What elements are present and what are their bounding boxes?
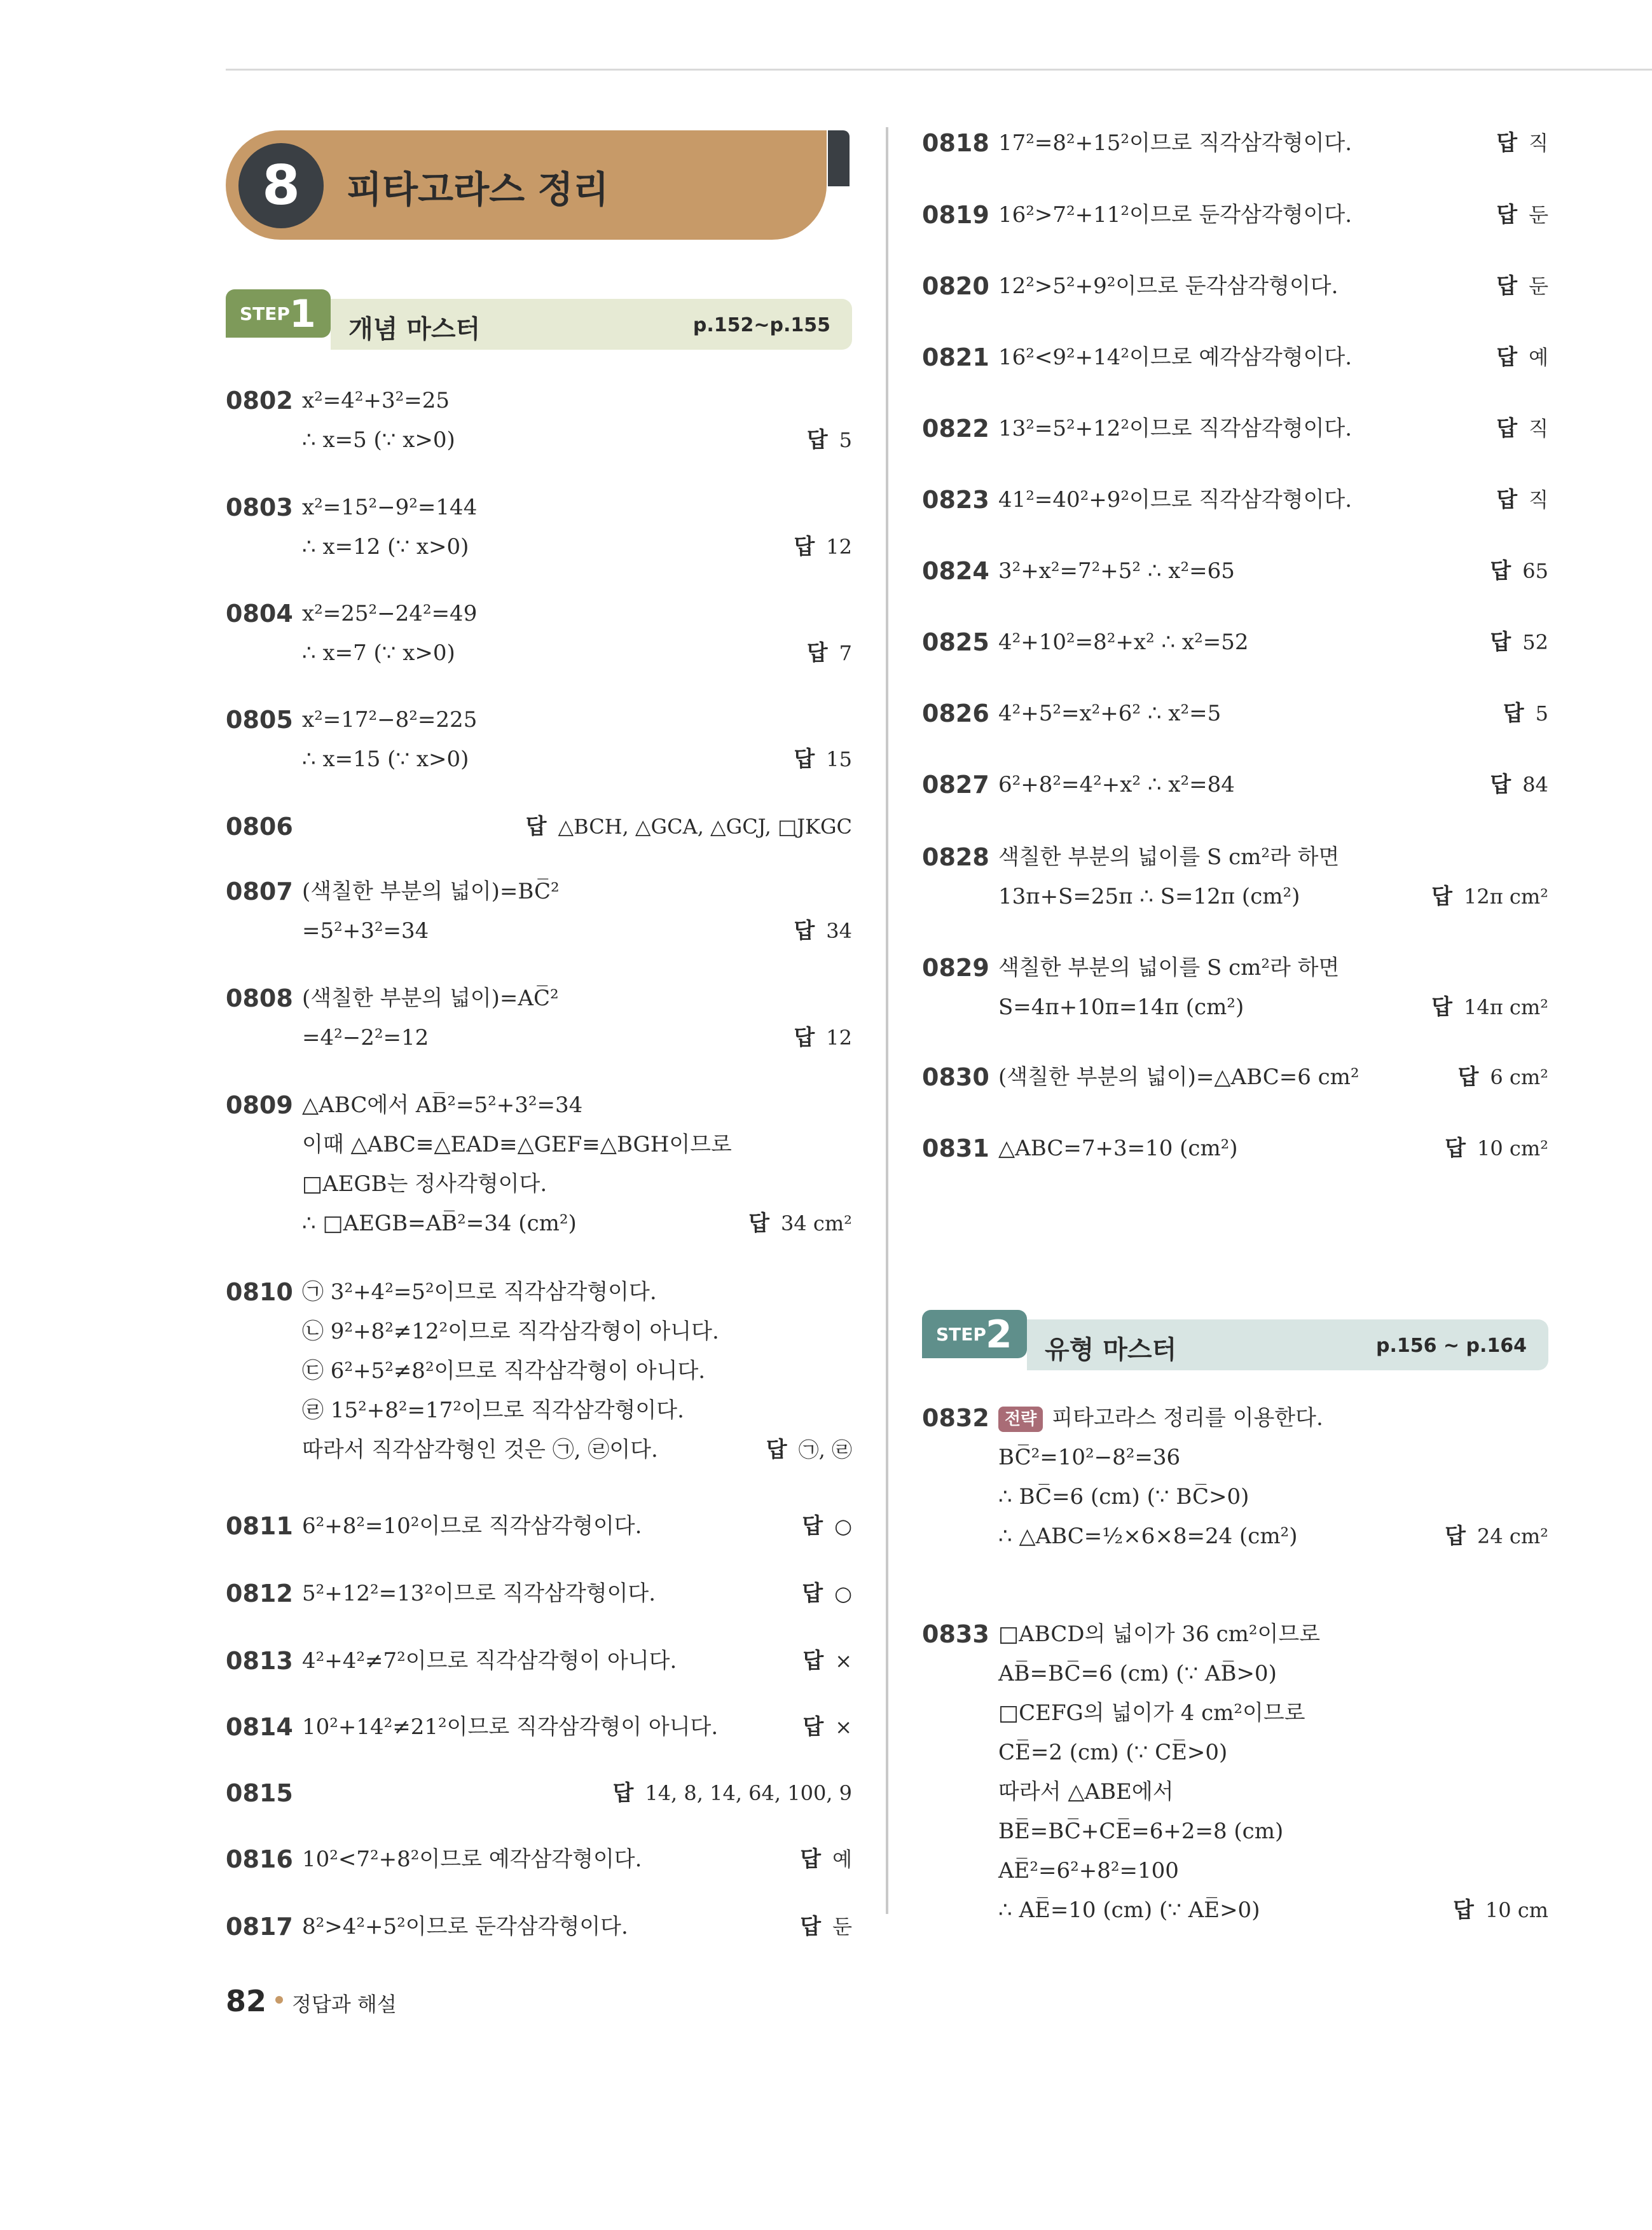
problem-row bbox=[922, 766, 1548, 804]
problem-row bbox=[922, 338, 1548, 376]
problem-number: 0828 bbox=[922, 843, 989, 871]
answer bbox=[1490, 552, 1548, 590]
problem-text: △ABC에서 AB̅²=5²+3²=34 bbox=[302, 1092, 583, 1118]
problem-text: ∴ x=15 (∵ x>0) bbox=[302, 747, 469, 772]
problem-row bbox=[226, 382, 852, 420]
step2-bar bbox=[1027, 1319, 1548, 1370]
problem-row bbox=[922, 1438, 1548, 1476]
problem-text: 41²=40²+9²이므로 직각삼각형이다. bbox=[998, 487, 1353, 513]
problem-row bbox=[226, 1708, 852, 1746]
step2-header bbox=[922, 1310, 1548, 1373]
problem-row bbox=[922, 410, 1548, 448]
problem-row bbox=[922, 552, 1548, 590]
answer-value: 14, 8, 14, 64, 100, 9 bbox=[645, 1781, 852, 1805]
problem-row bbox=[226, 634, 852, 672]
problem-row bbox=[226, 979, 852, 1017]
problem-text: =4²−2²=12 bbox=[302, 1025, 429, 1050]
problem-number: 0814 bbox=[226, 1713, 293, 1741]
problem-text: x²=15²−9²=144 bbox=[302, 495, 478, 520]
answer-value: 12π cm² bbox=[1463, 884, 1548, 909]
problem-text bbox=[998, 1399, 1323, 1437]
step1-pages: p.152~p.155 bbox=[692, 314, 830, 336]
step1-word: STEP bbox=[240, 303, 290, 324]
answer-value: 예 bbox=[1529, 345, 1548, 369]
problem-number: 0813 bbox=[226, 1647, 293, 1675]
problem-row bbox=[226, 1312, 852, 1351]
step1-bar bbox=[331, 299, 852, 350]
answer-label: 답 bbox=[1496, 273, 1518, 299]
problem-row bbox=[922, 1733, 1548, 1772]
answer-value: 직 bbox=[1529, 131, 1548, 155]
step2-number: 2 bbox=[986, 1312, 1012, 1357]
answer bbox=[807, 421, 852, 459]
answer-label: 답 bbox=[1457, 1064, 1479, 1090]
answer-value: 5 bbox=[839, 428, 852, 452]
problem-text: ∴ BC̅=6 (cm) (∵ BC̅>0) bbox=[998, 1484, 1249, 1510]
problem-text: ∴ x=7 (∵ x>0) bbox=[302, 640, 455, 666]
problem-number: 0802 bbox=[226, 387, 293, 415]
problem-row bbox=[226, 1431, 852, 1469]
problem-number: 0820 bbox=[922, 272, 989, 300]
answer bbox=[612, 1774, 852, 1812]
problem-row bbox=[226, 872, 852, 911]
answer bbox=[800, 1908, 852, 1946]
answer-label: 답 bbox=[1445, 1524, 1466, 1549]
problem-text: BC̅²=10²−8²=36 bbox=[998, 1445, 1181, 1470]
problem-text: ㉢ 6²+5²≠8²이므로 직각삼각형이 아니다. bbox=[302, 1358, 706, 1384]
answer-label: 답 bbox=[794, 534, 815, 560]
answer bbox=[1453, 1891, 1548, 1929]
problem-text: □AEGB는 정사각형이다. bbox=[302, 1171, 547, 1197]
answer-value: ㉠, ㉣ bbox=[798, 1438, 852, 1462]
page-number: 82 bbox=[226, 1984, 267, 2018]
problem-text: AE̅²=6²+8²=100 bbox=[998, 1858, 1179, 1883]
answer-label: 답 bbox=[802, 1581, 823, 1606]
problem-row bbox=[226, 1019, 852, 1057]
problem-text: CE̅=2 (cm) (∵ CE̅>0) bbox=[998, 1740, 1228, 1765]
answer bbox=[1496, 410, 1548, 448]
answer bbox=[802, 1642, 852, 1680]
problem-row bbox=[922, 1478, 1548, 1516]
problem-text: 4²+5²=x²+6² ∴ x²=5 bbox=[998, 701, 1222, 726]
problem-row bbox=[922, 1615, 1548, 1653]
problem-number: 0810 bbox=[226, 1278, 293, 1306]
step1-header bbox=[226, 289, 852, 353]
answer-label: 답 bbox=[1431, 995, 1452, 1020]
problem-text: □CEFG의 넓이가 4 cm²이므로 bbox=[998, 1700, 1305, 1726]
answer bbox=[1431, 878, 1548, 916]
problem-text: x²=17²−8²=225 bbox=[302, 707, 478, 733]
problem-row bbox=[226, 1125, 852, 1164]
answer bbox=[794, 1019, 852, 1057]
answer-value: 예 bbox=[832, 1847, 852, 1871]
problem-row bbox=[922, 1655, 1548, 1693]
problem-row bbox=[226, 740, 852, 778]
problem-text: 따라서 △ABE에서 bbox=[998, 1779, 1174, 1805]
answer-label: 답 bbox=[800, 1914, 822, 1939]
answer-label: 답 bbox=[1496, 487, 1518, 513]
problem-row bbox=[922, 1058, 1548, 1096]
problem-text: 10²+14²≠21²이므로 직각삼각형이 아니다. bbox=[302, 1714, 719, 1740]
answer bbox=[1496, 267, 1548, 305]
answer-label: 답 bbox=[612, 1780, 634, 1806]
problem-text: 13²=5²+12²이므로 직각삼각형이다. bbox=[998, 416, 1353, 441]
problem-text: 16²>7²+11²이므로 둔각삼각형이다. bbox=[998, 202, 1353, 228]
problem-number: 0822 bbox=[922, 415, 989, 443]
problem-text: ∴ △ABC=½×6×8=24 (cm²) bbox=[998, 1524, 1298, 1549]
problem-text: =5²+3²=34 bbox=[302, 918, 429, 944]
answer-label: 답 bbox=[794, 918, 815, 944]
answer-value: 둔 bbox=[1529, 203, 1548, 227]
answer-label: 답 bbox=[1496, 130, 1518, 156]
problem-row bbox=[226, 1507, 852, 1545]
answer-value: ○ bbox=[834, 1514, 852, 1538]
problem-number: 0832 bbox=[922, 1404, 989, 1432]
problem-number: 0823 bbox=[922, 486, 989, 514]
problem-text: ∴ x=5 (∵ x>0) bbox=[302, 427, 455, 453]
problem-row bbox=[922, 878, 1548, 916]
problem-row bbox=[226, 488, 852, 527]
answer-value: 34 bbox=[826, 919, 852, 943]
answer-value: 24 cm² bbox=[1477, 1524, 1548, 1548]
problem-number: 0827 bbox=[922, 771, 989, 799]
problem-row bbox=[922, 988, 1548, 1026]
problem-row bbox=[226, 1574, 852, 1613]
step2-word: STEP bbox=[936, 1324, 986, 1345]
problem-row bbox=[922, 1129, 1548, 1167]
answer-value: 14π cm² bbox=[1463, 995, 1548, 1019]
step2-title: 유형 마스터 bbox=[1045, 1335, 1177, 1365]
answer-value: 34 cm² bbox=[781, 1211, 852, 1235]
answer-label: 답 bbox=[525, 814, 547, 839]
problem-number: 0829 bbox=[922, 954, 989, 982]
answer-value: 직 bbox=[1529, 488, 1548, 512]
answer bbox=[1496, 124, 1548, 162]
answer-label: 답 bbox=[1490, 558, 1511, 584]
answer bbox=[526, 808, 852, 846]
problem-number: 0808 bbox=[226, 984, 293, 1012]
problem-row bbox=[226, 808, 852, 846]
problem-row bbox=[922, 1812, 1548, 1850]
answer-value: △BCH, △GCA, △GCJ, □JKGC bbox=[558, 815, 852, 839]
answer bbox=[1490, 623, 1548, 661]
answer-label: 답 bbox=[1490, 772, 1511, 797]
answer bbox=[794, 912, 852, 950]
problem-row bbox=[922, 949, 1548, 987]
problem-number: 0815 bbox=[226, 1779, 293, 1807]
problem-row bbox=[922, 1399, 1548, 1437]
answer bbox=[802, 1574, 852, 1613]
problem-text: 4²+4²≠7²이므로 직각삼각형이 아니다. bbox=[302, 1648, 677, 1674]
step1-number: 1 bbox=[289, 292, 316, 336]
problem-text: x²=25²−24²=49 bbox=[302, 601, 478, 626]
strategy-tag: 전략 bbox=[998, 1407, 1043, 1432]
answer-label: 답 bbox=[1431, 884, 1452, 909]
problem-text: 따라서 직각삼각형인 것은 ㉠, ㉣이다. bbox=[302, 1437, 658, 1463]
problem-text: x²=4²+3²=25 bbox=[302, 388, 450, 413]
problem-text: 8²>4²+5²이므로 둔각삼각형이다. bbox=[302, 1914, 628, 1939]
problem-row bbox=[226, 1204, 852, 1242]
problem-text: 4²+10²=8²+x² ∴ x²=52 bbox=[998, 630, 1249, 655]
problem-text: ∴ □AEGB=AB̅²=34 (cm²) bbox=[302, 1211, 577, 1236]
problem-row bbox=[226, 421, 852, 459]
answer-value: 12 bbox=[826, 535, 852, 559]
problem-number: 0805 bbox=[226, 706, 293, 734]
answer bbox=[1503, 694, 1548, 733]
chapter-number: 8 bbox=[238, 143, 324, 228]
answer bbox=[1496, 481, 1548, 519]
answer-label: 답 bbox=[1496, 202, 1518, 228]
answer-value: 10 cm bbox=[1485, 1898, 1548, 1922]
problem-number: 0830 bbox=[922, 1063, 989, 1091]
problem-number: 0826 bbox=[922, 699, 989, 727]
answer-label: 답 bbox=[806, 640, 828, 666]
answer bbox=[766, 1431, 852, 1469]
answer bbox=[748, 1204, 852, 1242]
problem-text: 5²+12²=13²이므로 직각삼각형이다. bbox=[302, 1581, 656, 1606]
answer bbox=[1496, 196, 1548, 234]
problem-text: ㉡ 9²+8²≠12²이므로 직각삼각형이 아니다. bbox=[302, 1319, 719, 1344]
page-footer bbox=[226, 1984, 397, 2018]
answer-value: 10 cm² bbox=[1477, 1136, 1548, 1160]
answer bbox=[1431, 988, 1548, 1026]
problem-number: 0831 bbox=[922, 1134, 989, 1162]
answer-value: ○ bbox=[834, 1581, 852, 1606]
answer-label: 답 bbox=[802, 1714, 824, 1740]
answer-label: 답 bbox=[1452, 1897, 1474, 1923]
problem-row bbox=[922, 1517, 1548, 1555]
problem-number: 0812 bbox=[226, 1580, 293, 1607]
answer bbox=[794, 528, 852, 566]
problem-row bbox=[922, 481, 1548, 519]
problem-row bbox=[226, 912, 852, 950]
answer-label: 답 bbox=[794, 1025, 815, 1050]
problem-text: (색칠한 부분의 넓이)=△ABC=6 cm² bbox=[998, 1064, 1359, 1090]
step1-title: 개념 마스터 bbox=[348, 315, 481, 344]
problem-number: 0807 bbox=[226, 878, 293, 905]
answer-value: 6 cm² bbox=[1490, 1065, 1548, 1089]
answer bbox=[1458, 1058, 1548, 1096]
problem-number: 0824 bbox=[922, 557, 989, 585]
answer-label: 답 bbox=[748, 1211, 770, 1236]
problem-row bbox=[226, 1642, 852, 1680]
problem-number: 0818 bbox=[922, 129, 989, 157]
answer-value: 52 bbox=[1522, 630, 1548, 654]
chapter-title: 피타고라스 정리 bbox=[347, 168, 609, 211]
problem-number: 0809 bbox=[226, 1091, 293, 1119]
answer bbox=[800, 1840, 852, 1878]
problem-text: ∴ x=12 (∵ x>0) bbox=[302, 534, 469, 560]
problem-number: 0817 bbox=[226, 1913, 293, 1941]
problem-row bbox=[922, 694, 1548, 733]
answer-value: 5 bbox=[1535, 701, 1548, 726]
problem-row bbox=[226, 1774, 852, 1812]
problem-row bbox=[226, 701, 852, 739]
answer-label: 답 bbox=[1496, 345, 1518, 370]
answer-label: 답 bbox=[1445, 1136, 1466, 1161]
problem-text: 색칠한 부분의 넓이를 S cm²라 하면 bbox=[998, 844, 1340, 870]
answer-label: 답 bbox=[1496, 416, 1518, 441]
problem-text: (색칠한 부분의 넓이)=AC̅² bbox=[302, 986, 559, 1011]
problem-text: ∴ AE̅=10 (cm) (∵ AE̅>0) bbox=[998, 1897, 1260, 1923]
problem-text: △ABC=7+3=10 (cm²) bbox=[998, 1136, 1238, 1161]
problem-number: 0806 bbox=[226, 813, 293, 841]
problem-text: (색칠한 부분의 넓이)=BC̅² bbox=[302, 879, 560, 904]
step1-badge bbox=[226, 289, 331, 338]
answer-value: 둔 bbox=[832, 1915, 852, 1939]
problem-text: 10²<7²+8²이므로 예각삼각형이다. bbox=[302, 1847, 642, 1872]
problem-row bbox=[922, 196, 1548, 234]
problem-text: 3²+x²=7²+5² ∴ x²=65 bbox=[998, 558, 1235, 584]
answer-value: 둔 bbox=[1529, 274, 1548, 298]
answer-label: 답 bbox=[800, 1847, 822, 1872]
problem-row bbox=[922, 1891, 1548, 1929]
problem-number: 0819 bbox=[922, 201, 989, 229]
column-divider bbox=[886, 127, 888, 1914]
problem-number: 0816 bbox=[226, 1845, 293, 1873]
problem-row bbox=[226, 1165, 852, 1203]
problem-number: 0821 bbox=[922, 343, 989, 371]
problem-row bbox=[226, 1391, 852, 1429]
answer-label: 답 bbox=[806, 427, 828, 453]
problem-row bbox=[226, 1273, 852, 1311]
problem-number: 0833 bbox=[922, 1620, 989, 1648]
answer bbox=[1496, 338, 1548, 376]
answer-value: 15 bbox=[826, 747, 852, 771]
problem-text: S=4π+10π=14π (cm²) bbox=[998, 995, 1244, 1020]
problem-text: 17²=8²+15²이므로 직각삼각형이다. bbox=[998, 130, 1353, 156]
answer bbox=[794, 740, 852, 778]
chapter-tab bbox=[828, 130, 850, 186]
step2-pages: p.156 ~ p.164 bbox=[1375, 1335, 1527, 1357]
problem-row bbox=[226, 1908, 852, 1946]
problem-text: 13π+S=25π ∴ S=12π (cm²) bbox=[998, 884, 1300, 909]
problem-row bbox=[922, 124, 1548, 162]
answer-value: 직 bbox=[1529, 416, 1548, 441]
step2-badge bbox=[922, 1310, 1027, 1358]
answer-label: 답 bbox=[1490, 630, 1511, 655]
problem-row bbox=[922, 1694, 1548, 1732]
problem-row bbox=[922, 1773, 1548, 1811]
answer-value: × bbox=[835, 1715, 852, 1739]
answer-label: 답 bbox=[1503, 701, 1524, 726]
problem-text: BE̅=BC̅+CE̅=6+2=8 (cm) bbox=[998, 1819, 1284, 1844]
answer bbox=[1445, 1129, 1548, 1167]
answer-label: 답 bbox=[794, 747, 815, 772]
footer-dot bbox=[275, 1996, 283, 2004]
answer-value: 12 bbox=[826, 1026, 852, 1050]
answer-label: 답 bbox=[766, 1437, 787, 1463]
answer-value: 65 bbox=[1522, 559, 1548, 583]
problem-row bbox=[226, 1086, 852, 1124]
problem-text: AB̅=BC̅=6 (cm) (∵ AB̅>0) bbox=[998, 1661, 1277, 1686]
problem-row bbox=[226, 595, 852, 633]
problem-number: 0803 bbox=[226, 493, 293, 521]
answer-value: 84 bbox=[1522, 773, 1548, 797]
problem-text: 6²+8²=4²+x² ∴ x²=84 bbox=[998, 772, 1235, 797]
problem-text: 12²>5²+9²이므로 둔각삼각형이다. bbox=[998, 273, 1339, 299]
problem-line: 피타고라스 정리를 이용한다. bbox=[1052, 1405, 1323, 1431]
problem-row bbox=[922, 838, 1548, 876]
problem-row bbox=[226, 1840, 852, 1878]
answer bbox=[802, 1708, 852, 1746]
problem-row bbox=[226, 528, 852, 566]
problem-text: ㉠ 3²+4²=5²이므로 직각삼각형이다. bbox=[302, 1279, 657, 1305]
answer-label: 답 bbox=[802, 1648, 824, 1674]
problem-text: 색칠한 부분의 넓이를 S cm²라 하면 bbox=[998, 955, 1340, 981]
answer-value: × bbox=[835, 1649, 852, 1673]
problem-row bbox=[922, 623, 1548, 661]
problem-text: ㉣ 15²+8²=17²이므로 직각삼각형이다. bbox=[302, 1398, 684, 1423]
answer bbox=[1445, 1517, 1548, 1555]
answer bbox=[807, 634, 852, 672]
problem-row bbox=[922, 267, 1548, 305]
problem-text: 6²+8²=10²이므로 직각삼각형이다. bbox=[302, 1513, 642, 1539]
problem-text: 16²<9²+14²이므로 예각삼각형이다. bbox=[998, 345, 1353, 370]
answer bbox=[1490, 766, 1548, 804]
answer bbox=[802, 1507, 852, 1545]
problem-number: 0804 bbox=[226, 600, 293, 628]
problem-text: □ABCD의 넓이가 36 cm²이므로 bbox=[998, 1621, 1321, 1647]
problem-number: 0825 bbox=[922, 628, 989, 656]
problem-row bbox=[226, 1352, 852, 1390]
top-rule bbox=[226, 69, 1652, 71]
problem-text: 이때 △ABC≡△EAD≡△GEF≡△BGH이므로 bbox=[302, 1132, 732, 1157]
footer-label: 정답과 해설 bbox=[292, 1992, 397, 2016]
answer-value: 7 bbox=[839, 641, 852, 665]
answer-label: 답 bbox=[802, 1513, 823, 1539]
chapter-header bbox=[226, 130, 827, 240]
problem-number: 0811 bbox=[226, 1512, 293, 1540]
problem-row bbox=[922, 1852, 1548, 1890]
